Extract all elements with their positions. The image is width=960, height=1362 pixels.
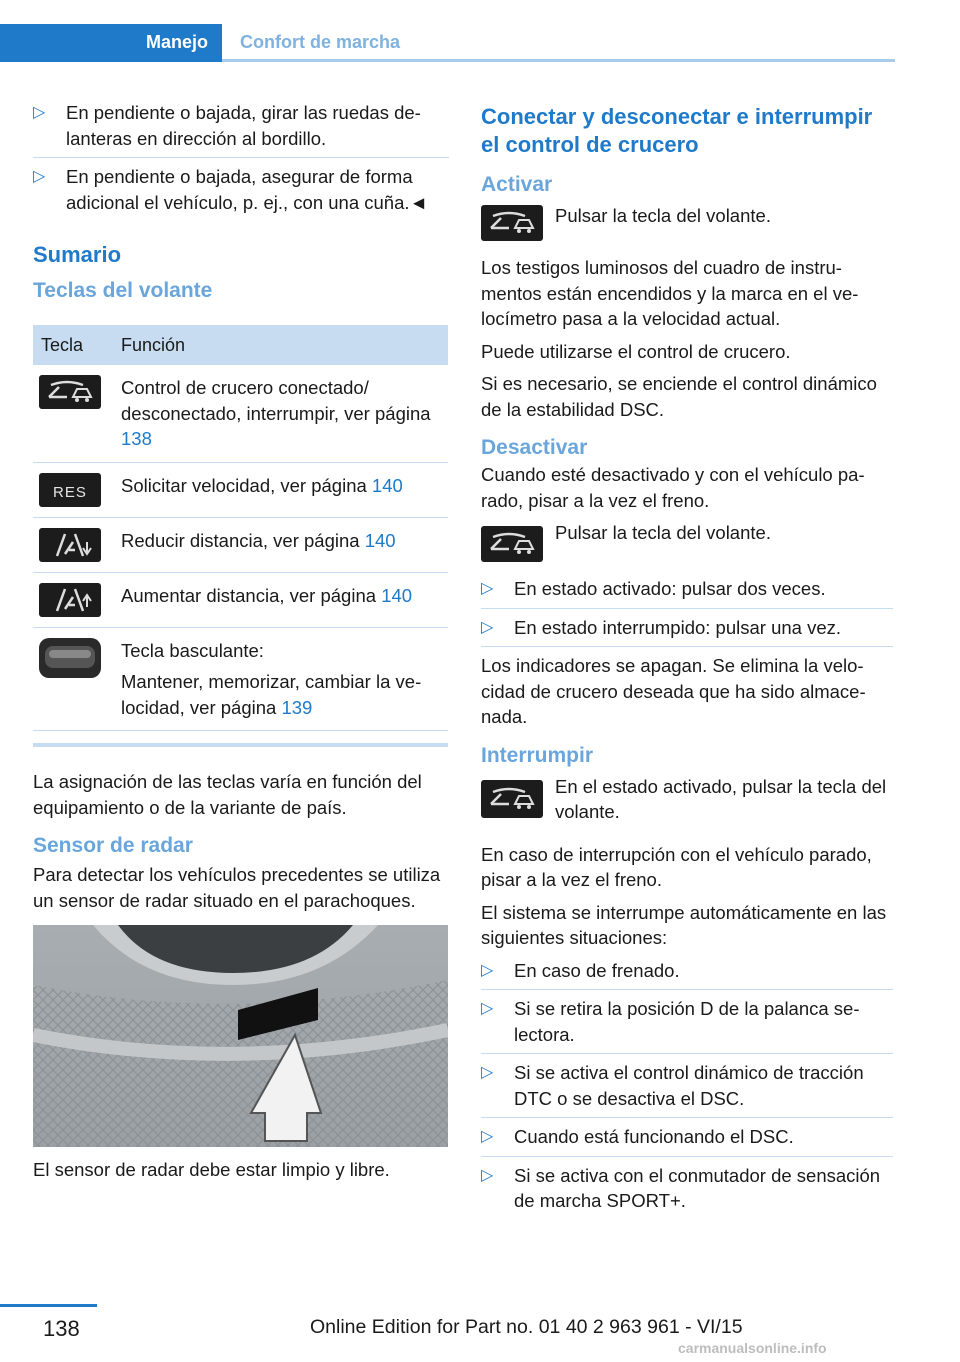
- left-column: [33, 100, 449, 1190]
- footer-rule: [0, 1304, 97, 1307]
- list-item: ▷ En pendiente o bajada, asegurar de forma adicional el vehículo, p. ej., con una cuña.◄: [33, 166, 428, 213]
- table-end-rule: [33, 743, 448, 747]
- res-key-icon: RES: [39, 473, 101, 507]
- cruise-control-key-icon: [481, 205, 543, 241]
- right-column: [481, 100, 893, 1226]
- interrumpir-instruction: En el estado activado, pulsar la tecla del volante.: [555, 775, 887, 822]
- table-header-row: [33, 325, 448, 365]
- page-number: 138: [43, 1316, 80, 1341]
- cruise-control-key-icon: [481, 780, 543, 818]
- section-heading-sumario: Sumario: [33, 242, 122, 267]
- list-item: ▷ Si se activa con el conmutador de sensación de marcha SPORT+.: [481, 1164, 881, 1211]
- sensor-description: Para detectar los vehículos precedentes se utiliza un sensor de radar situado en el parachoques.: [33, 864, 441, 911]
- triangle-bullet-icon: ▷: [481, 1128, 494, 1145]
- triangle-bullet-icon: ▷: [481, 618, 494, 636]
- activar-instruction: Pulsar la tecla del volante.: [555, 205, 771, 226]
- list-item: ▷ En caso de frenado.: [481, 958, 893, 991]
- page-link[interactable]: 138: [121, 428, 152, 449]
- table-row: Tecla basculante: Mantener, memorizar, cambiar la velocidad, ver página 139: [33, 627, 448, 731]
- keys-table: [33, 325, 448, 731]
- triangle-bullet-icon: ▷: [481, 1000, 494, 1017]
- subheading-teclas: Teclas del volante: [33, 279, 213, 302]
- paragraph-situaciones: El sistema se interrumpe automáticamente en las siguientes situaciones:: [481, 901, 887, 948]
- triangle-bullet-icon: ▷: [33, 104, 46, 121]
- desactivar-bullet-list: [481, 576, 893, 647]
- top-bullet-list: [33, 100, 449, 221]
- auto-interrupt-bullet-list: [481, 958, 893, 1220]
- triangle-bullet-icon: ▷: [481, 1166, 494, 1184]
- edition-note: Online Edition for Part no. 01 40 2 963 961 - VI/15: [310, 1316, 743, 1338]
- paragraph-interrupcion: En caso de interrupción con el vehículo parado, pisar a la vez el freno.: [481, 843, 872, 890]
- column-header-funcion: Función: [113, 325, 448, 365]
- triangle-bullet-icon: ▷: [33, 168, 46, 185]
- list-item: ▷ Si se activa el control dinámico de tracción DTC o se desactiva el DSC.: [481, 1060, 893, 1118]
- desactivar-instruction: Pulsar la tecla del volante.: [555, 522, 771, 543]
- list-item: ▷ En estado interrumpido: pulsar una vez.: [481, 615, 893, 648]
- page-link[interactable]: 140: [371, 474, 403, 496]
- chapter-tabs: [0, 24, 895, 62]
- list-item: ▷ En estado activado: pulsar dos veces.: [481, 576, 893, 609]
- tab-underline: [222, 59, 895, 62]
- cruise-control-key-icon: [481, 526, 543, 562]
- triangle-bullet-icon: ▷: [481, 580, 494, 597]
- table-row: Reducir distancia, ver página 140: [33, 517, 448, 572]
- tab-manejo[interactable]: [0, 24, 222, 62]
- rocker-switch-icon: [39, 638, 101, 678]
- tab-confort-de-marcha[interactable]: Confort de marcha: [240, 32, 401, 52]
- tab-manejo-label: Manejo: [145, 32, 208, 52]
- paragraph-control: Puede utilizarse el control de crucero.: [481, 340, 791, 362]
- paragraph-dsc: Si es necesario, se enciende el control dinámico de la estabilidad DSC.: [481, 373, 877, 420]
- triangle-bullet-icon: ▷: [481, 961, 494, 979]
- list-item: ▷ En pendiente o bajada, girar las ruedas delanteras en dirección al bordillo.: [33, 100, 449, 158]
- assignment-note: La asignación de las teclas varía en función del equipamiento o de la variante de país.: [33, 771, 422, 818]
- subheading-desactivar: Desactivar: [481, 436, 588, 459]
- radar-sensor-photo: [33, 925, 448, 1147]
- list-item: ▷ Cuando está funcionando el DSC.: [481, 1124, 893, 1157]
- subheading-activar: Activar: [481, 173, 553, 196]
- subheading-interrumpir: Interrumpir: [481, 743, 594, 767]
- subheading-sensor-radar: Sensor de radar: [33, 834, 193, 857]
- table-row: Aumentar distancia, ver página 140: [33, 572, 448, 627]
- cruise-control-key-icon: [39, 375, 101, 409]
- triangle-bullet-icon: ▷: [481, 1064, 494, 1081]
- desactivar-text: Cuando esté desactivado y con el vehículo parado, pisar a la vez el freno.: [481, 464, 865, 511]
- list-item: ▷ Si se retira la posición D de la palanca selectora.: [481, 996, 893, 1054]
- watermark: carmanualsonline.info: [678, 1340, 827, 1356]
- table-row: RES Solicitar velocidad, ver página 140: [33, 462, 448, 517]
- section-heading-cruise-control: Conectar y desconectar e interrumpir el control de crucero: [481, 104, 873, 157]
- increase-distance-key-icon: [39, 583, 101, 617]
- page-link[interactable]: 140: [381, 584, 413, 606]
- column-header-tecla: Tecla: [33, 325, 113, 365]
- page-link[interactable]: 140: [364, 529, 396, 551]
- page-link[interactable]: 139: [281, 696, 313, 718]
- paragraph-indicadores: Los indicadores se apagan. Se elimina la velocidad de crucero deseada que ha sido almacenada.: [481, 655, 866, 727]
- paragraph-testigos: Los testigos luminosos del cuadro de instrumentos están encendidos y la marca en el velocímetro pasa a la velocidad actual.: [481, 257, 859, 329]
- reduce-distance-key-icon: [39, 528, 101, 562]
- table-row: Control de crucero conectado/ desconectado, interrumpir, ver página 138: [33, 365, 448, 462]
- sensor-caption: El sensor de radar debe estar limpio y libre.: [33, 1159, 390, 1180]
